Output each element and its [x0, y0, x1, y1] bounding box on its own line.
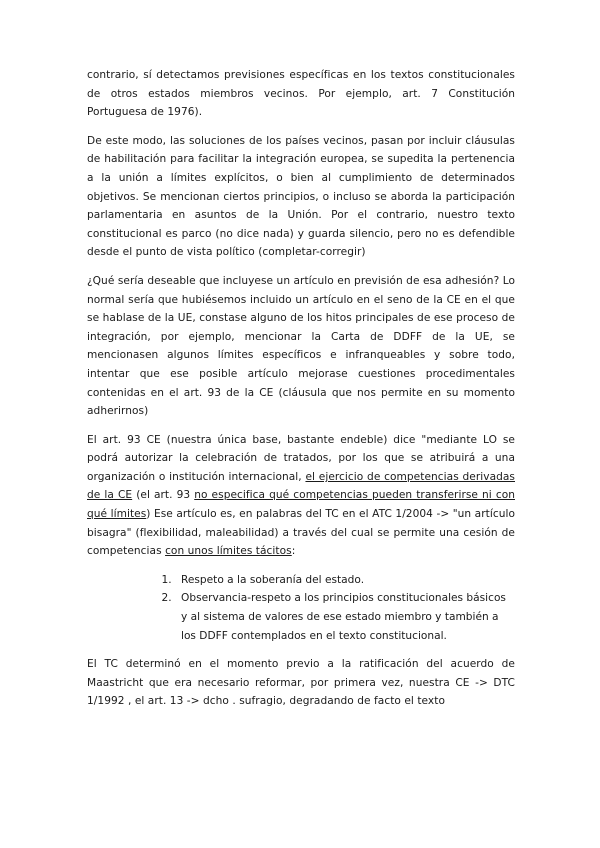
paragraph-1: contrario, sí detectamos previsiones específicas en los textos constitucionales de otros estados miembros vecinos. Por ejemplo, art. 7 Constitución Portuguesa de 1976).: [87, 69, 515, 119]
list-item: 1. Respeto a la soberanía del estado.: [175, 571, 515, 590]
paragraph-4: [87, 431, 515, 561]
paragraph-4-text-2: (el art. 93: [132, 489, 195, 502]
document-body: [87, 66, 515, 721]
paragraph-5: El TC determinó en el momento previo a la ratificación del acuerdo de Maastricht que era necesario reformar, por primera vez, nuestra CE -> DTC 1/1992 , el art. 13 -> dcho . sufragio, degradando de facto el texto: [87, 658, 515, 708]
paragraph-3: ¿Qué sería deseable que incluyese un artículo en previsión de esa adhesión? Lo normal sería que hubiésemos incluido un artículo en el seno de la CE en el que se hablase de la UE, constase alguno de los hitos principales de ese proceso de integración, por ejemplo, mencionar la Carta de DDFF de la UE, se mencionasen algunos límites específicos e infranqueables y sobre todo, intentar que ese posible artículo mejorase cuestiones procedimentales contenidas en el art. 93 de la CE (cláusula que nos permite en su momento adherirnos): [87, 274, 515, 418]
paragraph-4-text-3: ) Ese artículo es, en palabras del TC en el ATC 1/2004 -> "un artículo bisagra" (flexibilidad, maleabilidad) a través del cual se permite una cesión de competencias: [87, 508, 515, 558]
paragraph-2: De este modo, las soluciones de los países vecinos, pasan por incluir cláusulas de habilitación para facilitar la integración europea, se supedita la pertenencia a la unión a límites explícitos, o bien al cumplimiento de determinados objetivos. Se mencionan ciertos principios, o incluso se aborda la participación parlamentaria en asuntos de la Unión. Por el contrario, nuestro texto constitucional es parco (no dice nada) y guarda silencio, pero no es defendible desde el punto de vista político (completar-corregir): [87, 134, 515, 259]
paragraph-4-text-1: El art. 93 CE (nuestra única base, bastante endeble) dice "mediante LO se podrá autorizar la celebración de tratados, por los que se atribuirá a una organización o institución internacional,: [87, 433, 515, 483]
list-item: 2. Observancia-respeto a los principios constitucionales básicos y al sistema de valores de ese estado miembro y también a los DDFF contemplados en el texto constitucional.: [175, 589, 515, 645]
limits-list: [87, 571, 515, 645]
paragraph-4-text-4: :: [291, 545, 296, 558]
underlined-no-especifica: no especifica qué competencias pueden transferirse ni con qué límites: [87, 489, 515, 521]
underlined-competencias: el ejercicio de competencias derivadas de la CE: [87, 470, 515, 502]
underlined-limites-tacitos: con unos límites tácitos: [165, 545, 292, 558]
